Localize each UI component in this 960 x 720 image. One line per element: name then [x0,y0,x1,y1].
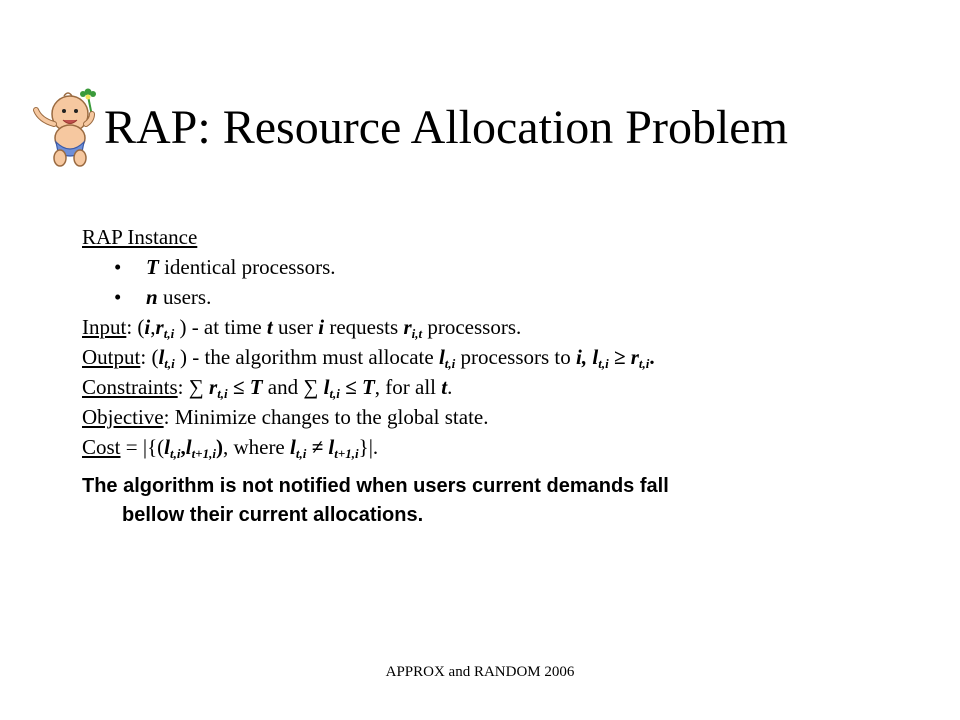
note-line-1: The algorithm is not notified when users current demands fall [82,475,669,497]
objective-line: Objective: Minimize changes to the global state. [82,405,489,429]
slide-body [82,222,922,530]
cost-label: Cost [82,435,121,459]
cost-line: Cost = $|\{(l_{t,i},l_{t+1,i})$, where $l_{t,i} \ne l_{t+1,i}\}|$. [82,435,379,461]
var-T: T [146,255,159,279]
instance-heading: RAP Instance [82,225,198,249]
input-line: Input: ($i,r_{t,i}$ ) - at time t user i requests $r_{i,t}$ processors. [82,315,522,341]
bullet-dot: • [114,285,122,309]
output-label: Output [82,345,141,369]
footer: APPROX and RANDOM 2006 [385,664,575,680]
bullet-text: users. [157,285,212,309]
bullet-dot: • [114,255,122,279]
slide-title: RAP: Resource Allocation Problem [104,101,788,154]
objective-label: Objective [82,405,164,429]
bullet-users [82,282,922,312]
note-line-2: bellow their current allocations. [122,504,424,526]
input-label: Input [82,315,127,339]
bullet-processors [82,252,922,282]
constraints-line: Constraints: ∑ $r_{t,i} \le T$ and ∑ $l_{t,i} \le T$, for all t. [82,375,453,401]
var-n: n [146,285,158,309]
bullet-text: identical processors. [158,255,336,279]
output-line: Output: ($l_{t,i}$ ) - the algorithm must allocate $l_{t,i}$ processors to i, $l_{t,i} \ge r_{t,i}$. [82,345,655,371]
note-paragraph [82,472,922,530]
constraints-label: Constraints [82,375,178,399]
